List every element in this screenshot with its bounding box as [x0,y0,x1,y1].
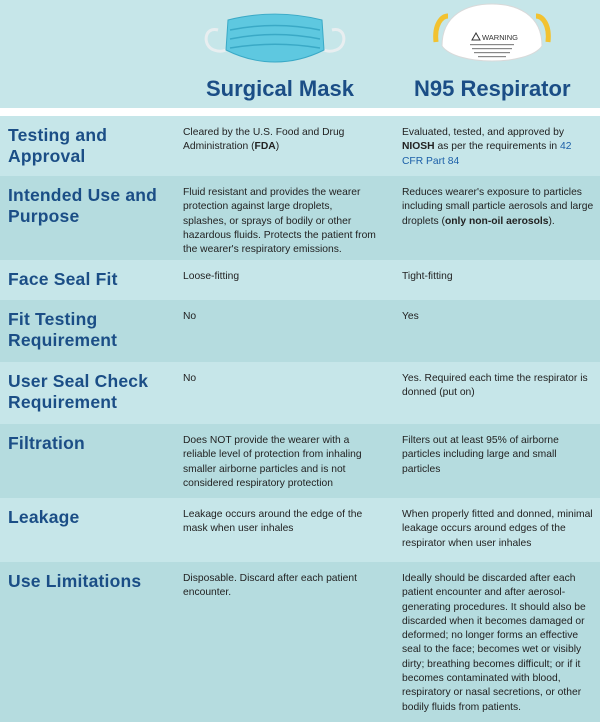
row-label: Fit Testing Requirement [8,309,118,350]
surgical-cell: No [183,373,197,384]
cell-text: ) [275,141,280,153]
n95-cell [402,186,594,229]
n95-cell: Ideally should be discarded after each patient encounter and after aerosol-generating procedures. It should also be discarded when it becomes damaged or deformed; no longer forms an effective seal to the face; becomes wet or visibly dirty; breathing becomes difficult; or if it becomes contaminated with blood, respiratory or nasal secretions, or other bodily fluids from patients. [402,573,586,713]
n95-respirator-icon [428,2,556,72]
cell-bold: FDA [254,141,276,153]
cell-text: ). [548,215,555,227]
cell-text: Evaluated, tested, and approved by [402,127,565,138]
n95-cell: When properly fitted and donned, minimal leakage occurs around edges of the respirator when user inhales [402,509,593,549]
row-filtration [0,424,600,498]
row-intended-use [0,176,600,260]
row-label: Filtration [8,433,85,453]
cell-text: Cleared by the U.S. Food and Drug Administration ( [183,127,345,153]
surgical-mask-icon [200,6,350,70]
warning-label: WARNING [482,33,518,42]
row-label: User Seal Check Requirement [8,371,149,412]
row-label: Testing and Approval [8,125,108,166]
cfr-link[interactable]: 42 CFR Part 84 [402,141,572,167]
surgical-cell: Does NOT provide the wearer with a reliable level of protection from inhaling smaller airborne particles and is not considered respiratory protection [183,435,362,489]
row-face-seal-fit [0,260,600,300]
row-use-limitations [0,562,600,722]
n95-cell: Filters out at least 95% of airborne particles including large and small particles [402,435,559,475]
header-band [0,0,600,108]
n95-cell [402,126,594,169]
surgical-cell: Disposable. Discard after each patient encounter. [183,573,357,599]
row-label: Face Seal Fit [8,269,118,289]
cell-text: Reduces wearer's exposure to particles including small particle aerosols and large droplets ( [402,187,594,227]
row-fit-testing [0,300,600,362]
n95-cell: Yes. Required each time the respirator is donned (put on) [402,373,588,399]
surgical-cell: Fluid resistant and provides the wearer protection against large droplets, splashes, or sprays of bodily or other hazardous fluids. Protects the patient from the wearer's respiratory emissions. [183,187,376,256]
n95-cell: Tight-fitting [402,271,453,282]
surgical-cell: Loose-fitting [183,271,240,282]
n95-cell: Yes [402,311,419,322]
row-leakage [0,498,600,562]
n95-respirator-title: N95 Respirator [414,76,571,101]
surgical-cell [183,126,378,155]
row-label: Use Limitations [8,571,142,591]
row-testing-approval [0,116,600,176]
row-label: Intended Use and Purpose [8,185,158,226]
cell-bold: only non-oil aerosols [444,215,549,227]
header-divider [0,108,600,116]
cell-text: as per the requirements in [434,141,560,153]
row-user-seal-check [0,362,600,424]
surgical-cell: Leakage occurs around the edge of the mask when user inhales [183,509,363,535]
surgical-mask-title: Surgical Mask [206,76,354,101]
cell-bold: NIOSH [402,141,435,153]
row-label: Leakage [8,507,80,527]
surgical-cell: No [183,311,197,322]
